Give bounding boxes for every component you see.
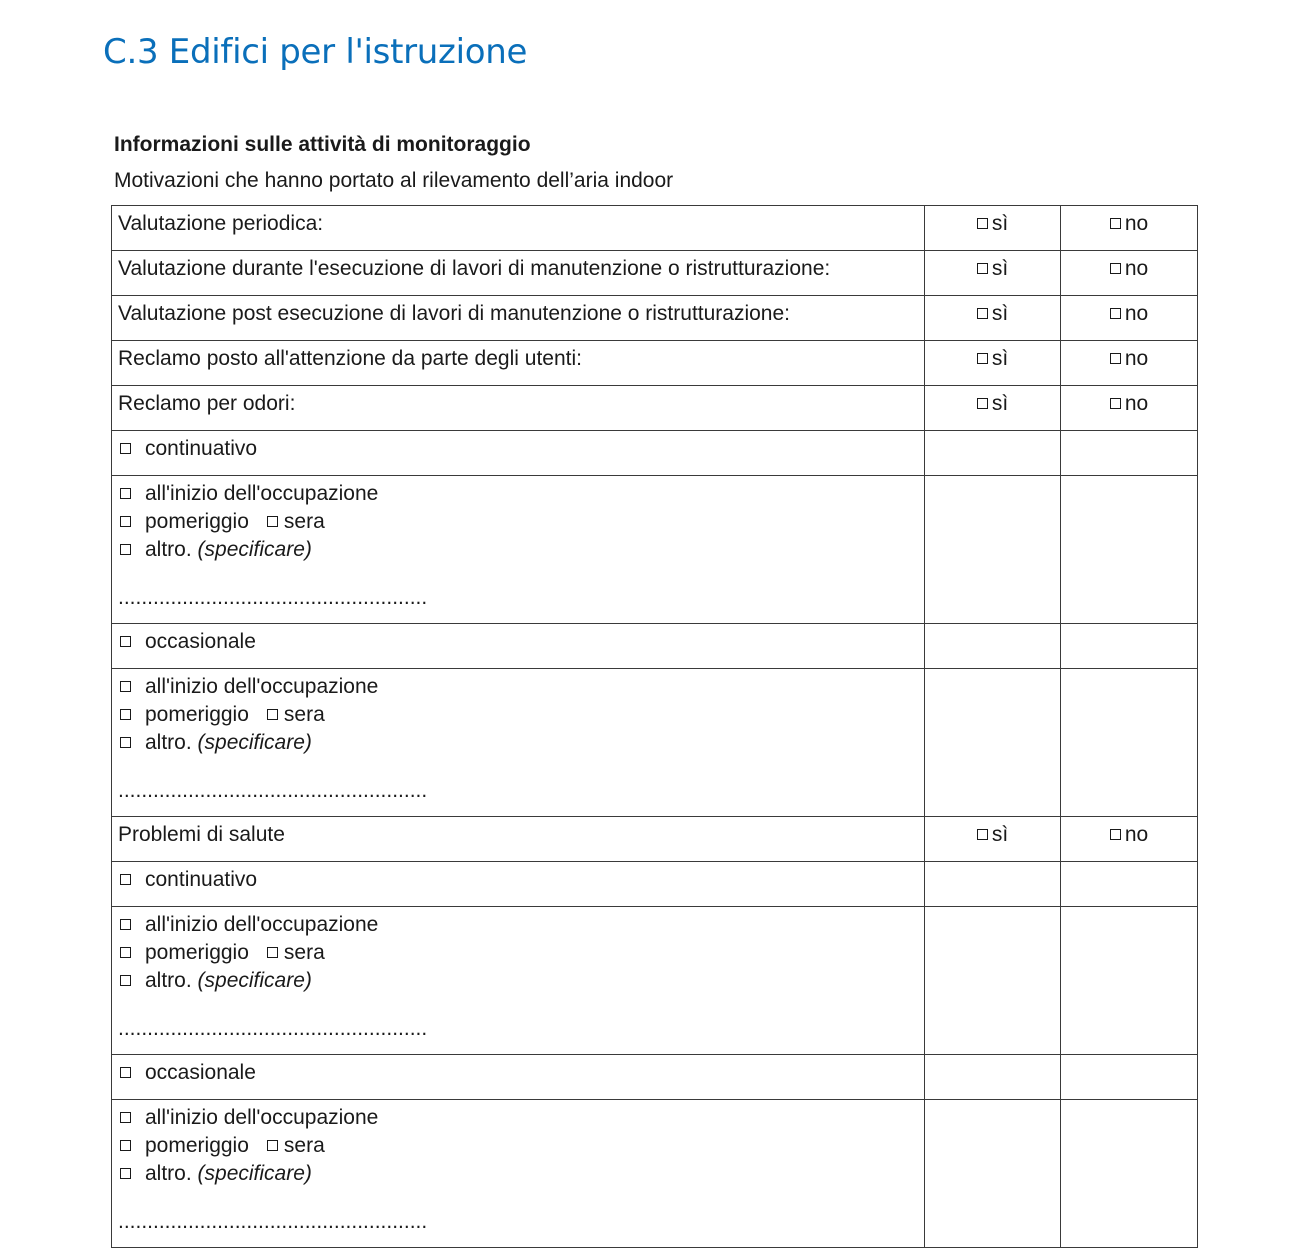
inizio-label: all'inizio dell'occupazione	[145, 675, 379, 698]
specificare-label: (specificare)	[197, 1162, 312, 1185]
empty-cell	[925, 862, 1061, 907]
no-label: no	[1124, 212, 1149, 235]
question-label: Valutazione periodica:	[112, 206, 925, 251]
yes-option[interactable]	[925, 206, 1061, 251]
checkbox-sera[interactable]	[267, 709, 278, 720]
time-options	[112, 476, 925, 624]
altro-label: altro.	[145, 538, 192, 561]
no-label: no	[1124, 347, 1149, 370]
page-title: C.3 Edifici per l'istruzione	[103, 32, 528, 72]
checkbox-no[interactable]	[1110, 263, 1121, 274]
checkbox-altro[interactable]	[120, 737, 131, 748]
empty-cell	[1061, 476, 1198, 624]
pomeriggio-label: pomeriggio	[145, 941, 249, 964]
no-label: no	[1124, 302, 1149, 325]
checkbox-no[interactable]	[1110, 353, 1121, 364]
yes-label: sì	[991, 212, 1009, 235]
continuativo-label: continuativo	[145, 437, 258, 460]
section-heading: Informazioni sulle attività di monitoraggio	[114, 133, 531, 156]
table-row	[112, 386, 1198, 431]
altro-label: altro.	[145, 1162, 192, 1185]
monitoring-form-table	[111, 205, 1198, 1248]
yes-option[interactable]	[925, 251, 1061, 296]
question-label: Valutazione durante l'esecuzione di lavori di manutenzione o ristrutturazione:	[112, 251, 925, 296]
checkbox-no[interactable]	[1110, 829, 1121, 840]
checkbox-continuativo[interactable]	[120, 874, 131, 885]
no-option[interactable]	[1061, 386, 1198, 431]
frequency-option[interactable]	[112, 431, 925, 476]
empty-cell	[925, 476, 1061, 624]
fill-in-dots[interactable]: .....................................................	[118, 779, 428, 802]
inizio-label: all'inizio dell'occupazione	[145, 482, 379, 505]
inizio-label: all'inizio dell'occupazione	[145, 913, 379, 936]
fill-in-dots[interactable]: .....................................................	[118, 586, 428, 609]
time-options	[112, 1100, 925, 1248]
fill-in-dots[interactable]: .....................................................	[118, 1210, 428, 1233]
checkbox-pomeriggio[interactable]	[120, 947, 131, 958]
yes-option[interactable]	[925, 341, 1061, 386]
sera-label: sera	[283, 941, 325, 964]
time-options	[112, 907, 925, 1055]
inizio-label: all'inizio dell'occupazione	[145, 1106, 379, 1129]
yes-label: sì	[991, 302, 1009, 325]
question-label: Problemi di salute	[112, 817, 925, 862]
empty-cell	[1061, 1055, 1198, 1100]
checkbox-altro[interactable]	[120, 1168, 131, 1179]
frequency-option[interactable]	[112, 862, 925, 907]
yes-option[interactable]	[925, 296, 1061, 341]
empty-cell	[1061, 1100, 1198, 1248]
yes-option[interactable]	[925, 386, 1061, 431]
empty-cell	[925, 907, 1061, 1055]
no-option[interactable]	[1061, 206, 1198, 251]
table-row	[112, 624, 1198, 669]
question-label: Reclamo per odori:	[112, 386, 925, 431]
yes-label: sì	[991, 347, 1009, 370]
occasionale-label: occasionale	[145, 1061, 256, 1084]
empty-cell	[925, 1055, 1061, 1100]
table-row	[112, 907, 1198, 1055]
checkbox-no[interactable]	[1110, 308, 1121, 319]
pomeriggio-label: pomeriggio	[145, 1134, 249, 1157]
specificare-label: (specificare)	[197, 969, 312, 992]
table-row	[112, 251, 1198, 296]
checkbox-sera[interactable]	[267, 516, 278, 527]
yes-option[interactable]	[925, 817, 1061, 862]
checkbox-inizio[interactable]	[120, 919, 131, 930]
specificare-label: (specificare)	[197, 731, 312, 754]
continuativo-label: continuativo	[145, 868, 258, 891]
yes-label: sì	[991, 823, 1009, 846]
empty-cell	[925, 624, 1061, 669]
empty-cell	[1061, 669, 1198, 817]
altro-label: altro.	[145, 731, 192, 754]
question-label: Valutazione post esecuzione di lavori di manutenzione o ristrutturazione:	[112, 296, 925, 341]
checkbox-continuativo[interactable]	[120, 443, 131, 454]
table-row	[112, 431, 1198, 476]
table-row	[112, 862, 1198, 907]
table-row	[112, 296, 1198, 341]
table-row	[112, 669, 1198, 817]
sera-label: sera	[283, 510, 325, 533]
empty-cell	[1061, 907, 1198, 1055]
table-row	[112, 476, 1198, 624]
checkbox-inizio[interactable]	[120, 1112, 131, 1123]
sera-label: sera	[283, 1134, 325, 1157]
checkbox-occasionale[interactable]	[120, 1067, 131, 1078]
checkbox-altro[interactable]	[120, 975, 131, 986]
table-row	[112, 1055, 1198, 1100]
question-label: Reclamo posto all'attenzione da parte degli utenti:	[112, 341, 925, 386]
empty-cell	[925, 431, 1061, 476]
pomeriggio-label: pomeriggio	[145, 510, 249, 533]
table-row	[112, 341, 1198, 386]
no-option[interactable]	[1061, 817, 1198, 862]
checkbox-occasionale[interactable]	[120, 636, 131, 647]
checkbox-pomeriggio[interactable]	[120, 1140, 131, 1151]
checkbox-inizio[interactable]	[120, 488, 131, 499]
table-row	[112, 1100, 1198, 1248]
checkbox-yes[interactable]	[977, 829, 988, 840]
checkbox-no[interactable]	[1110, 218, 1121, 229]
empty-cell	[1061, 431, 1198, 476]
fill-in-dots[interactable]: .....................................................	[118, 1017, 428, 1040]
checkbox-sera[interactable]	[267, 947, 278, 958]
table-row	[112, 817, 1198, 862]
frequency-option[interactable]	[112, 1055, 925, 1100]
no-label: no	[1124, 823, 1149, 846]
empty-cell	[1061, 624, 1198, 669]
pomeriggio-label: pomeriggio	[145, 703, 249, 726]
checkbox-yes[interactable]	[977, 263, 988, 274]
empty-cell	[925, 669, 1061, 817]
checkbox-sera[interactable]	[267, 1140, 278, 1151]
checkbox-yes[interactable]	[977, 398, 988, 409]
empty-cell	[1061, 862, 1198, 907]
section-subheading: Motivazioni che hanno portato al rilevamento dell’aria indoor	[114, 169, 674, 192]
specificare-label: (specificare)	[197, 538, 312, 561]
checkbox-pomeriggio[interactable]	[120, 516, 131, 527]
no-option[interactable]	[1061, 251, 1198, 296]
checkbox-pomeriggio[interactable]	[120, 709, 131, 720]
sera-label: sera	[283, 703, 325, 726]
no-label: no	[1124, 392, 1149, 415]
yes-label: sì	[991, 257, 1009, 280]
checkbox-altro[interactable]	[120, 544, 131, 555]
empty-cell	[925, 1100, 1061, 1248]
yes-label: sì	[991, 392, 1009, 415]
checkbox-inizio[interactable]	[120, 681, 131, 692]
occasionale-label: occasionale	[145, 630, 256, 653]
table-row	[112, 206, 1198, 251]
checkbox-yes[interactable]	[977, 353, 988, 364]
checkbox-yes[interactable]	[977, 218, 988, 229]
time-options	[112, 669, 925, 817]
checkbox-yes[interactable]	[977, 308, 988, 319]
no-option[interactable]	[1061, 341, 1198, 386]
altro-label: altro.	[145, 969, 192, 992]
no-option[interactable]	[1061, 296, 1198, 341]
checkbox-no[interactable]	[1110, 398, 1121, 409]
frequency-option[interactable]	[112, 624, 925, 669]
no-label: no	[1124, 257, 1149, 280]
